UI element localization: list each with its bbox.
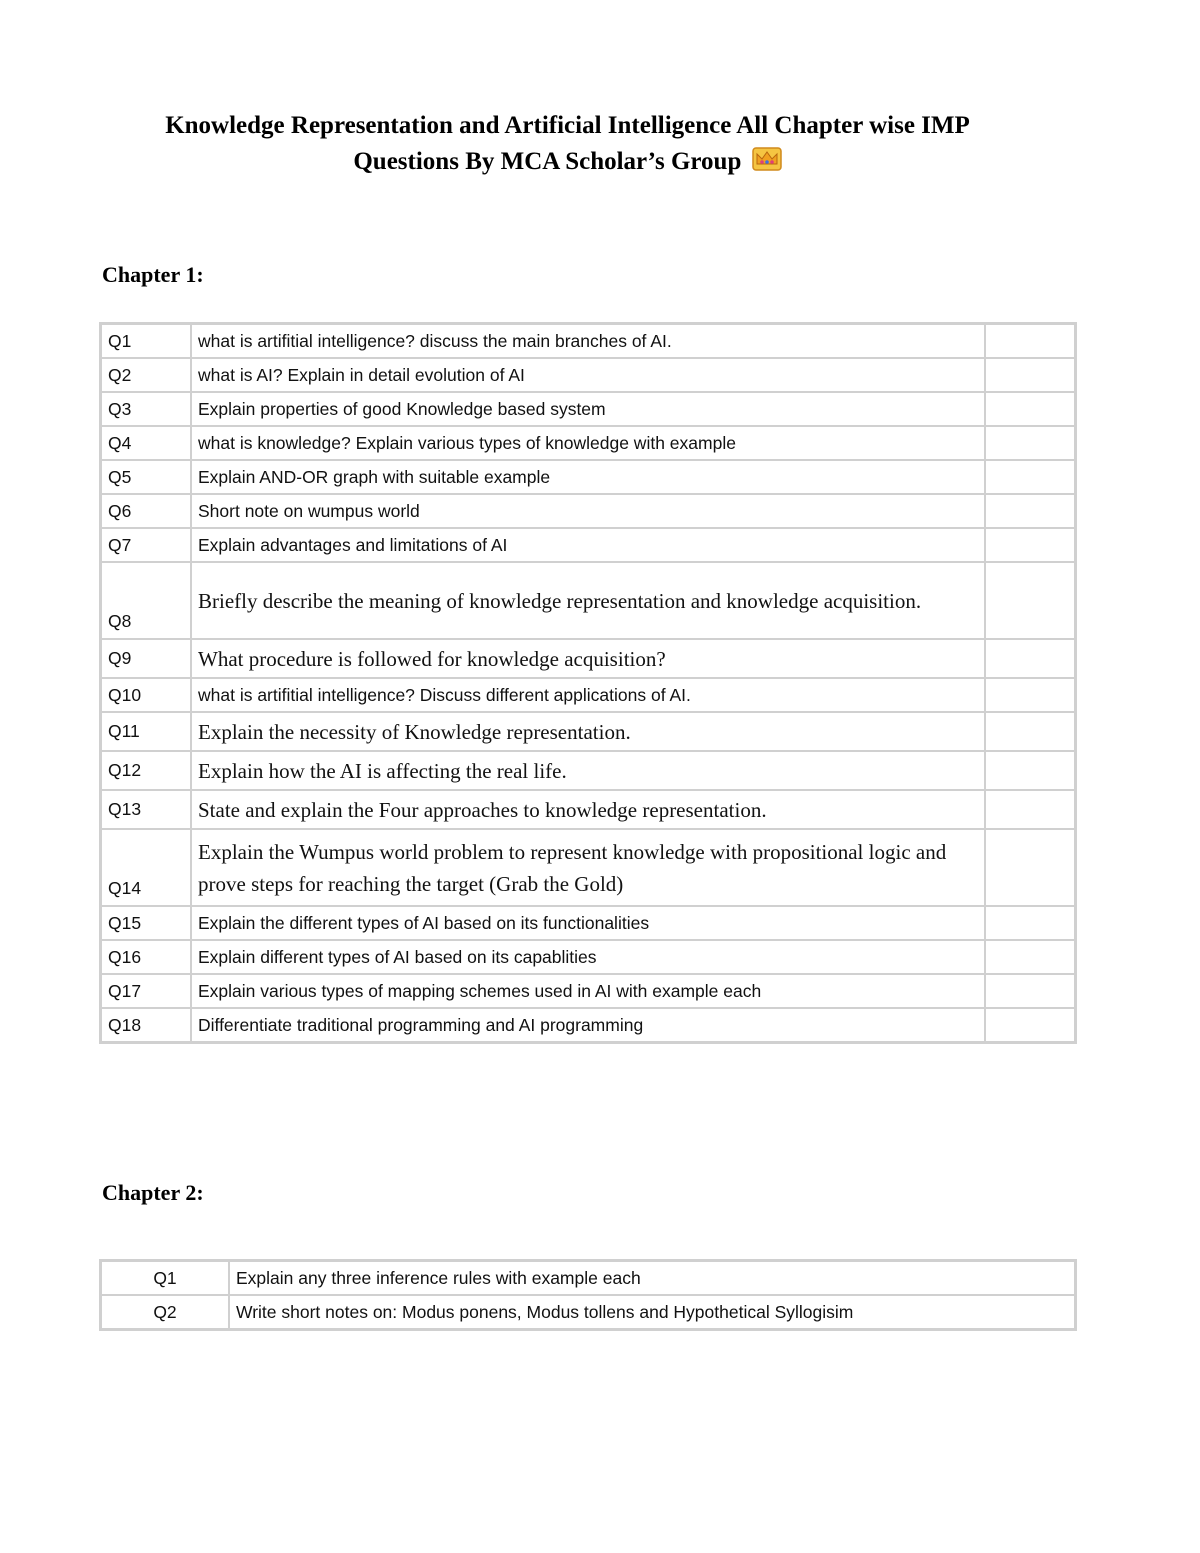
empty-cell — [985, 1008, 1075, 1042]
empty-cell — [985, 426, 1075, 460]
table-row — [101, 639, 1075, 678]
question-text: Explain how the AI is affecting the real life. — [191, 751, 985, 790]
question-number: Q17 — [101, 974, 191, 1008]
table-row — [101, 324, 1075, 358]
question-text: Explain properties of good Knowledge based system — [191, 392, 985, 426]
title-line-1: Knowledge Representation and Artificial Intelligence All Chapter wise IMP — [165, 112, 970, 139]
table-row — [101, 494, 1075, 528]
question-number: Q5 — [101, 460, 191, 494]
empty-cell — [985, 751, 1075, 790]
question-text: what is knowledge? Explain various types of knowledge with example — [191, 426, 985, 460]
empty-cell — [985, 829, 1075, 906]
empty-cell — [985, 712, 1075, 751]
table-row — [101, 562, 1075, 639]
table-row — [101, 712, 1075, 751]
question-number: Q10 — [101, 678, 191, 712]
question-number: Q1 — [101, 1261, 229, 1295]
question-number: Q18 — [101, 1008, 191, 1042]
table-row — [101, 906, 1075, 940]
table-row — [101, 1295, 1075, 1329]
table-row — [101, 940, 1075, 974]
question-number: Q14 — [101, 829, 191, 906]
question-text: Explain different types of AI based on its capablities — [191, 940, 985, 974]
table-row — [101, 460, 1075, 494]
chapter-1-questions-table — [99, 322, 1077, 1044]
question-text: Explain AND-OR graph with suitable example — [191, 460, 985, 494]
table-row — [101, 829, 1075, 906]
empty-cell — [985, 790, 1075, 829]
question-number: Q2 — [101, 1295, 229, 1329]
question-text: What procedure is followed for knowledge acquisition? — [191, 639, 985, 678]
question-number: Q15 — [101, 906, 191, 940]
empty-cell — [985, 562, 1075, 639]
table-row — [101, 790, 1075, 829]
question-text: what is artifitial intelligence? Discuss different applications of AI. — [191, 678, 985, 712]
empty-cell — [985, 940, 1075, 974]
question-number: Q7 — [101, 528, 191, 562]
question-text: what is artifitial intelligence? discuss the main branches of AI. — [191, 324, 985, 358]
table-row — [101, 974, 1075, 1008]
empty-cell — [985, 358, 1075, 392]
question-text: Briefly describe the meaning of knowledge representation and knowledge acquisition. — [191, 562, 985, 639]
table-row — [101, 751, 1075, 790]
empty-cell — [985, 494, 1075, 528]
question-text: State and explain the Four approaches to knowledge representation. — [191, 790, 985, 829]
chapter-2-heading: Chapter 2: — [102, 1180, 204, 1205]
empty-cell — [985, 460, 1075, 494]
question-text: Short note on wumpus world — [191, 494, 985, 528]
question-text: Explain the Wumpus world problem to represent knowledge with propositional logic and prove steps for reaching the target (Grab the Gold) — [191, 829, 985, 906]
question-number: Q9 — [101, 639, 191, 678]
question-number: Q12 — [101, 751, 191, 790]
question-text: Explain the different types of AI based on its functionalities — [191, 906, 985, 940]
title-line-2: Questions By MCA Scholar’s Group — [353, 148, 742, 175]
table-row — [101, 528, 1075, 562]
question-number: Q8 — [101, 562, 191, 639]
question-number: Q3 — [101, 392, 191, 426]
empty-cell — [985, 906, 1075, 940]
question-text: Differentiate traditional programming and AI programming — [191, 1008, 985, 1042]
question-number: Q4 — [101, 426, 191, 460]
empty-cell — [985, 974, 1075, 1008]
crown-emoji-icon — [752, 147, 782, 171]
table-row — [101, 358, 1075, 392]
question-number: Q13 — [101, 790, 191, 829]
question-text: what is AI? Explain in detail evolution of AI — [191, 358, 985, 392]
empty-cell — [985, 324, 1075, 358]
table-row — [101, 1261, 1075, 1295]
question-number: Q16 — [101, 940, 191, 974]
question-number: Q2 — [101, 358, 191, 392]
question-text: Write short notes on: Modus ponens, Modus tollens and Hypothetical Syllogisim — [229, 1295, 1075, 1329]
empty-cell — [985, 639, 1075, 678]
empty-cell — [985, 392, 1075, 426]
document-title — [60, 108, 1075, 180]
question-text: Explain any three inference rules with example each — [229, 1261, 1075, 1295]
question-text: Explain various types of mapping schemes used in AI with example each — [191, 974, 985, 1008]
table-row — [101, 678, 1075, 712]
question-text: Explain the necessity of Knowledge representation. — [191, 712, 985, 751]
question-text: Explain advantages and limitations of AI — [191, 528, 985, 562]
question-number: Q11 — [101, 712, 191, 751]
question-number: Q6 — [101, 494, 191, 528]
table-row — [101, 1008, 1075, 1042]
question-number: Q1 — [101, 324, 191, 358]
empty-cell — [985, 528, 1075, 562]
table-row — [101, 426, 1075, 460]
chapter-2-questions-table — [99, 1259, 1077, 1331]
empty-cell — [985, 678, 1075, 712]
table-row — [101, 392, 1075, 426]
chapter-1-heading: Chapter 1: — [102, 262, 204, 287]
